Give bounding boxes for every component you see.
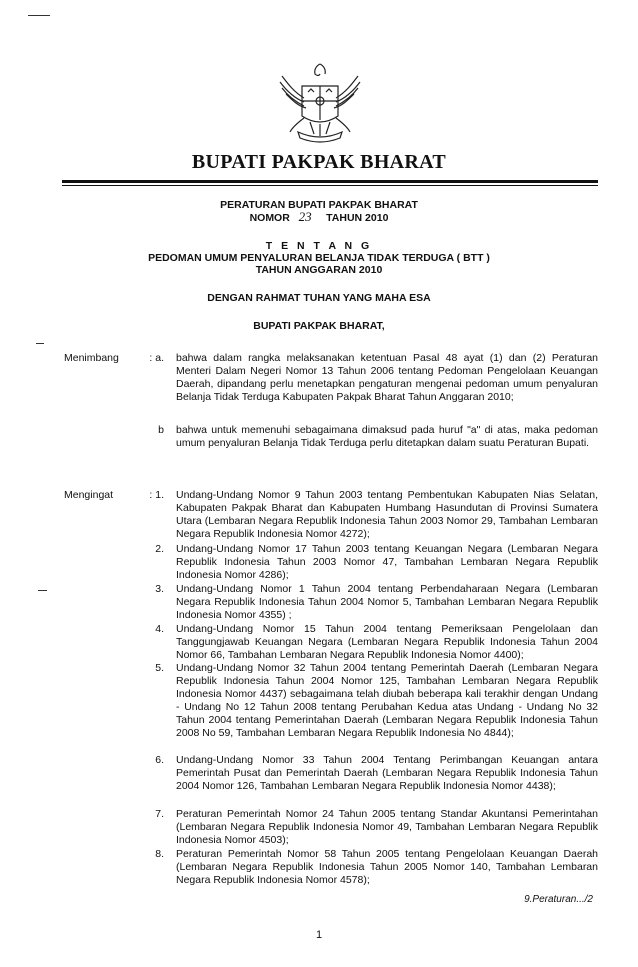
list-marker: b xyxy=(158,424,164,436)
list-marker: 2. xyxy=(155,543,164,555)
list-marker: 4. xyxy=(155,623,164,635)
list-marker: : 1. xyxy=(149,489,164,501)
regulation-number xyxy=(0,211,638,224)
mengingat-item-7: Peraturan Pemerintah Nomor 24 Tahun 2005 tentang Standar Akuntansi Pemerintahan (Lembaran Negara Republik Indonesia Nomor 49, Tambahan Lembaran Negara Republik Indonesia Nomor 4503); xyxy=(176,808,598,846)
list-marker: 8. xyxy=(155,848,164,860)
menimbang-item-b: bahwa untuk memenuhi sebagaimana dimaksud pada huruf "a" di atas, maka pedoman umum penyaluran Belanja Tidak Terduga perlu ditetapkan dalam suatu Peraturan Bupati. xyxy=(176,424,598,449)
scan-mark xyxy=(28,15,50,16)
garuda-emblem-icon xyxy=(274,58,366,146)
tentang-label: T E N T A N G xyxy=(265,240,373,252)
subject-line-1: PEDOMAN UMUM PENYALURAN BELANJA TIDAK TERDUGA ( BTT ) xyxy=(148,252,490,264)
nomor-value: 23 xyxy=(298,209,312,224)
list-marker: 3. xyxy=(155,583,164,595)
mengingat-item-5: Undang-Undang Nomor 32 Tahun 2004 tentang Pemerintah Daerah (Lembaran Negara Republik Indonesia Tahun 2004 Nomor 125, Tambahan Lembaran Negara Republik Indonesia Nomor 4437) sebagaimana telah diubah beberapa kali terakhir dengan Undang - Undang No 12 Tahun 2008 tentang Perubahan Kedua atas Undang - Undang No 32 Tahun 2004 tentang Pemerintahan Daerah (Lembaran Negara Republik Indonesia Tahun 2008 No 59, Tambahan Lembaran Negara Republik Indonesia No 4844); xyxy=(176,662,598,739)
scan-mark xyxy=(38,590,47,591)
authority-line: BUPATI PAKPAK BHARAT, xyxy=(253,320,385,332)
continuation-note: 9.Peraturan.../2 xyxy=(524,894,593,905)
nomor-label: NOMOR xyxy=(249,212,290,224)
mengingat-item-1: Undang-Undang Nomor 9 Tahun 2003 tentang Pembentukan Kabupaten Nias Selatan, Kabupaten Pakpak Bharat dan Kabupaten Humbang Hasundutan di Provinsi Sumatera Utara (Lembaran Negara Republik Indonesia Tahun 2003 Nomor 29, Tambahan Lembaran Negara Republik Indonesia Nomor 4272); xyxy=(176,489,598,540)
list-marker: 5. xyxy=(155,662,164,674)
header-rule-thin xyxy=(62,185,598,186)
blessing-line: DENGAN RAHMAT TUHAN YANG MAHA ESA xyxy=(207,292,431,304)
list-marker: 6. xyxy=(155,754,164,766)
mengingat-label: Mengingat xyxy=(64,489,114,501)
page-title: BUPATI PAKPAK BHARAT xyxy=(191,151,447,173)
tahun-label: TAHUN 2010 xyxy=(326,212,389,224)
mengingat-item-8: Peraturan Pemerintah Nomor 58 Tahun 2005 tentang Pengelolaan Keuangan Daerah (Lembaran Negara Republik Indonesia Tahun 2005 Nomor 140, Tambahan Lembaran Negara Republik Indonesia Nomor 4578); xyxy=(176,848,598,886)
subject-line-2: TAHUN ANGGARAN 2010 xyxy=(255,264,383,276)
mengingat-item-4: Undang-Undang Nomor 15 Tahun 2004 tentang Pemeriksaan Pengelolaan dan Tanggungjawab Keuangan Negara (Lembaran Negara Republik Indonesia Tahun 2004 Nomor 66, Tambahan Lembaran Negara Republik Indonesia Nomor 4400); xyxy=(176,623,598,661)
list-marker: 7. xyxy=(155,808,164,820)
page-number: 1 xyxy=(315,929,323,941)
regulation-title: PERATURAN BUPATI PAKPAK BHARAT xyxy=(220,199,418,211)
menimbang-label: Menimbang xyxy=(64,352,119,364)
list-marker: : a. xyxy=(149,352,164,364)
mengingat-item-6: Undang-Undang Nomor 33 Tahun 2004 Tentang Perimbangan Keuangan antara Pemerintah Pusat dan Pemerintah Daerah (Lembaran Negara Republik Indonesia Tahun 2004 Nomor 126, Tambahan Lembaran Negara Republik Indonesia Nomor 4438); xyxy=(176,754,598,792)
scan-mark xyxy=(36,343,44,344)
mengingat-item-2: Undang-Undang Nomor 17 Tahun 2003 tentang Keuangan Negara (Lembaran Negara Republik Indonesia Tahun 2003 Nomor 47, Tambahan Lembaran Negara Republik Indonesia Nomor 4286); xyxy=(176,543,598,581)
header-rule-thick xyxy=(62,180,598,183)
menimbang-item-a: bahwa dalam rangka melaksanakan ketentuan Pasal 48 ayat (1) dan (2) Peraturan Menteri Dalam Negeri Nomor 13 Tahun 2006 tentang Pedoman Pengelolaan Keuangan Daerah, dipandang perlu menetapkan pengaturan mengenai pedoman umum penyaluran Belanja Tidak Terduga Kabupaten Pakpak Bharat Tahun Anggaran 2010; xyxy=(176,352,598,403)
mengingat-item-3: Undang-Undang Nomor 1 Tahun 2004 tentang Perbendaharaan Negara (Lembaran Negara Republik Indonesia Tahun 2004 Nomor 5, Tambahan Lembaran Negara Republik Indonesia Nomor 4355) ; xyxy=(176,583,598,621)
